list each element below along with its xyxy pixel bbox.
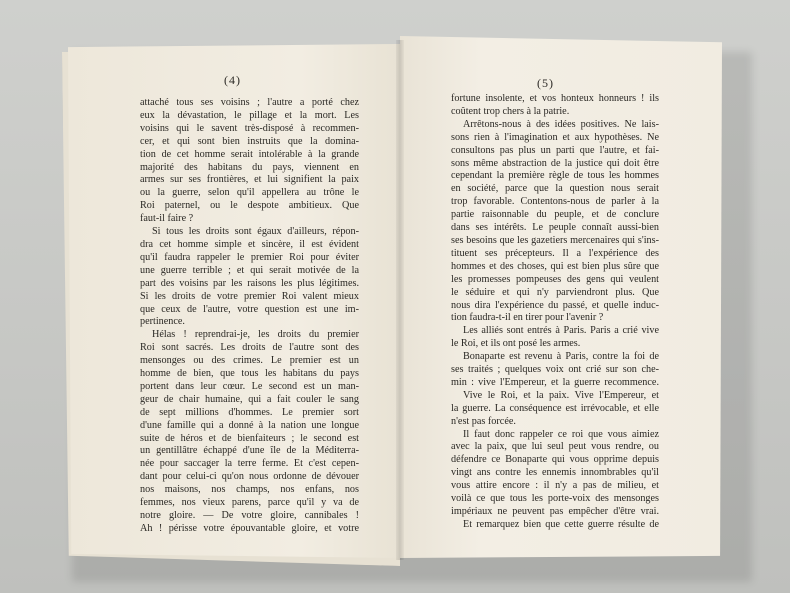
text-line: ou la guerre, selon qu'il appellera au trône le [140, 187, 359, 199]
text-line: Les alliés sont entrés à Paris. Paris a crié vive [463, 325, 659, 337]
text-line: notre gloire. — De votre gloire, cannibales ! [140, 510, 359, 521]
text-line: pertinence. [140, 316, 185, 328]
text-line: Si tous les droits sont égaux d'ailleurs, répon- [152, 226, 359, 238]
text-line: Roi sont sacrés. Les droits de l'autre sont des [140, 342, 359, 354]
text-line: Roi paternel, ou le despote ambitieux. Que [140, 200, 359, 212]
text-line: cer, et qui sont bien instruits que la domina- [140, 135, 359, 147]
text-line: Vive le Roi, et la paix. Vive l'Empereur, et [463, 389, 659, 401]
text-line: portent dans leur cœur. Le second est un man- [140, 380, 359, 392]
text-line: la guerre. La conséquence est irrévocable, et elle [451, 402, 659, 414]
text-line: hommes et des choses, qui est bien plus sûre que [451, 260, 659, 272]
text-line: faut-il faire ? [140, 213, 194, 225]
text-line: défendre ce Bonaparte qui vous opprime depuis [451, 454, 659, 466]
text-line: vingt ans contre les ennemis innombrables qu'il [451, 467, 659, 479]
text-line: née pour saccager la terre ferme. Et c'est cepen- [140, 458, 359, 470]
text-line: trop favorable. Contentons-nous de parler à la [451, 196, 659, 208]
text-line: une guerre terrible ; et qui serait motivée de la [140, 264, 359, 276]
text-line: le Roi, et ils ont posé les armes. [451, 338, 581, 350]
book-gutter [396, 40, 404, 560]
right-page-number: (5) [537, 76, 554, 90]
text-line: qu'il faudra rappeler le premier Roi pour éviter [140, 251, 359, 263]
text-line: fortune insolente, et vos honteux honneurs ! ils [451, 93, 659, 104]
text-line: armes sur ses frontières, et lui signifient la paix [140, 174, 359, 186]
text-line: eux la dévastation, le pillage et la mort. Les [140, 109, 359, 121]
text-line: en société, parce que la question nous serait [451, 183, 659, 195]
text-line: les promesses pompeuses des gens qui veulent [451, 273, 659, 285]
text-line: Hélas ! reprendrai-je, les droits du premier [152, 329, 359, 341]
text-line: sons même abstraction de la justice qui doit être [451, 157, 659, 169]
text-line: Arrêtons-nous à des idées positives. Ne lais- [463, 118, 659, 130]
text-line: impériaux ne peuvent pas empêcher d'être vrai. [451, 506, 659, 517]
text-line: homme de bien, que tous les habitans du pays [140, 368, 359, 380]
text-line: femmes, nos vieux parens, parce qu'il y va de [140, 497, 359, 509]
text-line: majorité des habitans du pays, viennent en [140, 161, 359, 173]
text-line: ses traités ; quelques voix ont crié sur son che- [451, 364, 659, 376]
text-line: que ceux de l'autre, votre question est une im- [140, 303, 359, 315]
text-line: geur de chair humaine, qui a fait couler le sang [140, 393, 359, 405]
text-line: le séduire et qui n'y parviendront plus. Que [451, 286, 659, 298]
text-line: voisins qui le savent très-disposé à recommen- [140, 122, 359, 134]
text-line: Bonaparte est revenu à Paris, contre la foi de [463, 351, 659, 363]
text-line: mensonges ou des crimes. Le premier est un [140, 355, 359, 367]
text-line: cependant la première règle de tous les hommes [451, 170, 659, 182]
text-line: de sept millions d'hommes. Le premier sort [140, 406, 359, 418]
text-line: consultons pas plus un parti que l'autre, et fai- [451, 144, 659, 156]
left-page-number: (4) [224, 73, 241, 87]
text-line: nous dira l'expérience du passé, et quelle induc- [451, 299, 659, 311]
text-line: partie raisonnable du peuple, et de conclure [451, 209, 659, 221]
text-line: avec la paix, que lui seul peut vous rendre, ou [451, 441, 659, 453]
text-line: dans ses intérêts. Le peuple connaît aussi-bien [451, 222, 659, 234]
text-line: vous attire encore : il n'y a pas de milieu, et [451, 480, 659, 492]
text-line: nos maisons, nos champs, nos enfans, nos [140, 484, 359, 496]
text-line: sons rien à l'imagination et aux hypothèses. Ne [451, 131, 659, 143]
text-line: dant pour celui-ci qu'on nous ordonne de dévouer [140, 471, 359, 483]
text-line: coûtent trop chers à la patrie. [451, 105, 570, 117]
text-line: un gentillâtre échappé d'une île de la Méditerra- [140, 445, 359, 457]
text-line: ses besoins que les gazetiers mercenaires qui s'ins- [451, 234, 659, 246]
right-page-text [451, 93, 659, 532]
text-line: Et remarquez bien que cette guerre résulte de [463, 518, 659, 530]
text-line: suite de héros et de bienfaiteurs ; le second est [140, 432, 359, 444]
text-line: tituent ses précepteurs. Il a l'expérience des [451, 247, 659, 259]
text-line: min : vive l'Empereur, et la guerre recommence. [451, 376, 659, 388]
text-line: Il faut donc rappeler ce roi que vous aimiez [463, 428, 659, 440]
text-line: Si les droits de votre premier Roi valent mieux [140, 290, 359, 302]
text-line: tion de cet homme serait intolérable à la grande [140, 148, 359, 160]
text-line: Ah ! périsse votre épouvantable gloire, et votre [140, 522, 359, 534]
text-line: tion faudra-t-il en tirer pour l'avenir ? [451, 312, 604, 324]
text-line: dra cet homme simple et sincère, il est évident [140, 238, 359, 250]
left-page-text [140, 97, 359, 536]
text-line: voilà ce que tous les porte-voix des mensonges [451, 493, 659, 505]
text-line: n'est pas forcée. [451, 415, 516, 427]
text-line: d'une famille qui a donné à la nation une longue [140, 419, 359, 431]
text-line: attaché tous ses voisins ; l'autre a porté chez [140, 97, 359, 108]
text-line: part des voisins par les raisons les plus légitimes. [140, 277, 359, 289]
